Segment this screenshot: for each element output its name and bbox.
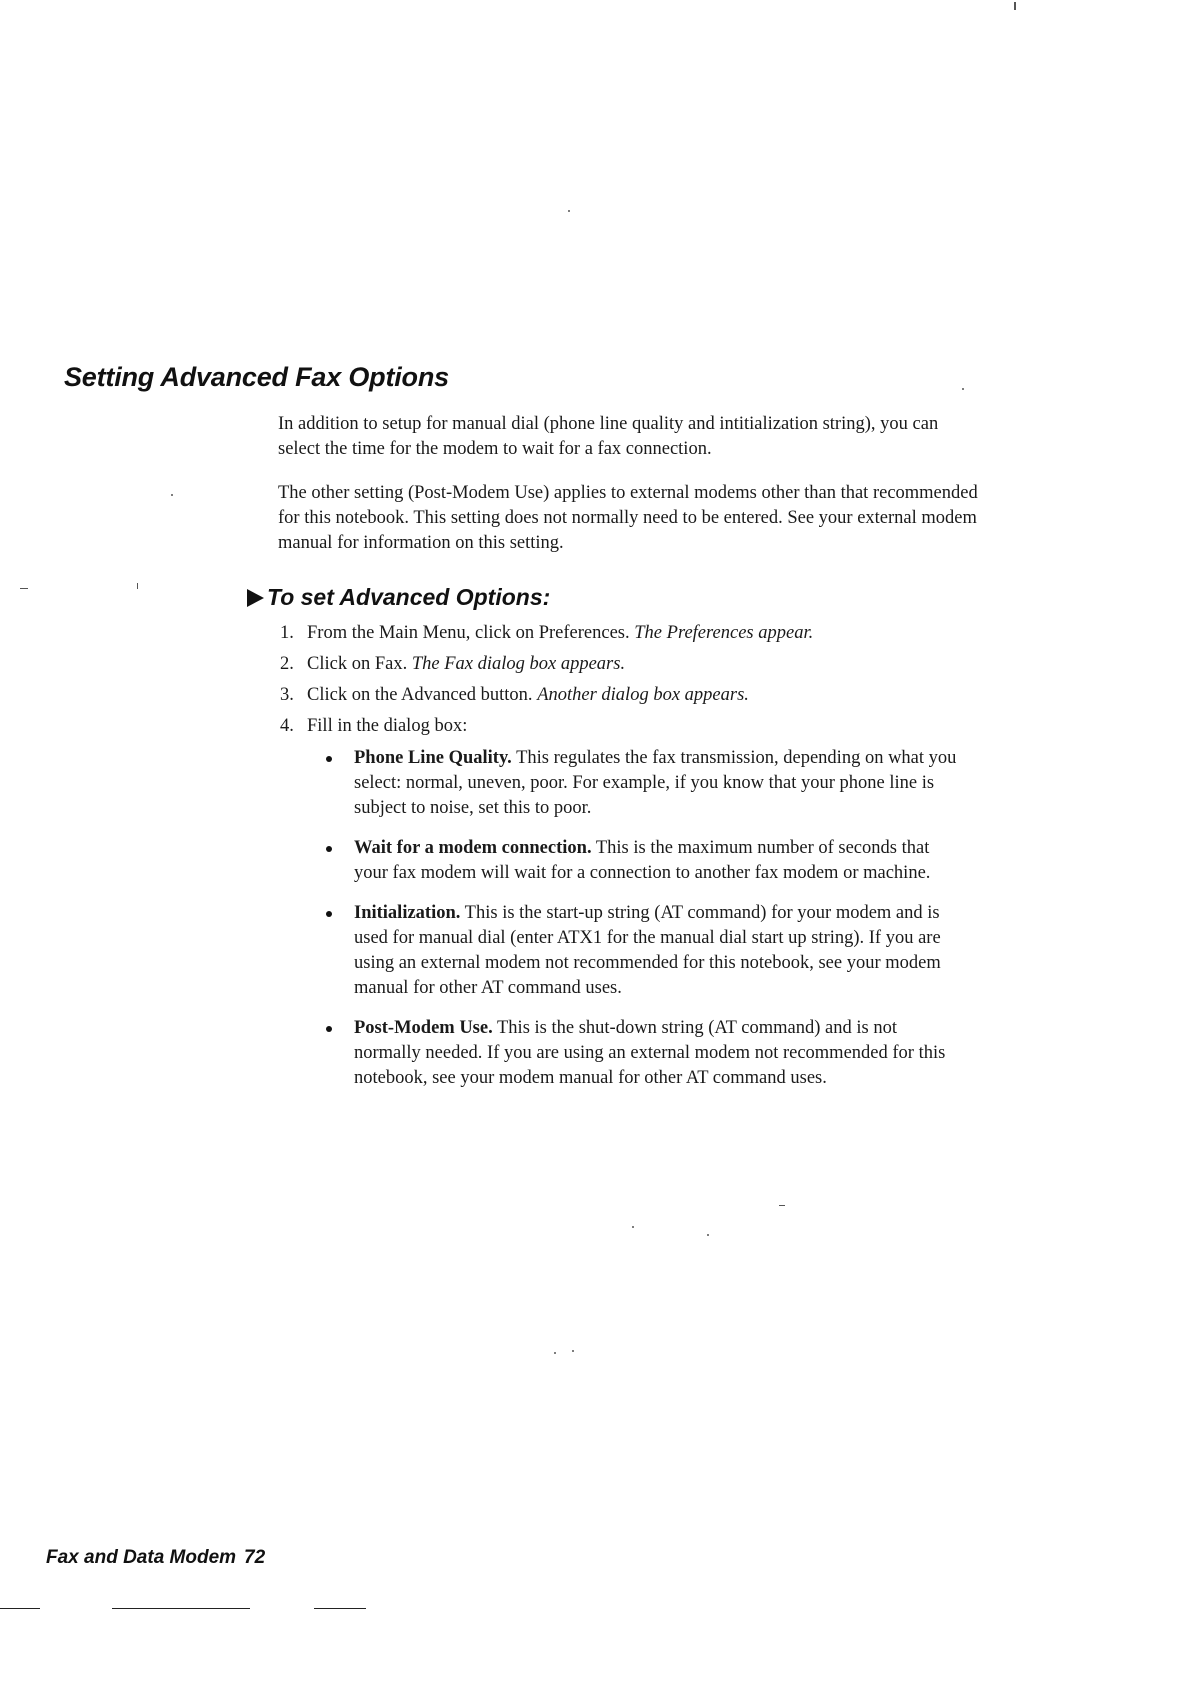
step-instruction: Click on the Advanced button. — [307, 685, 538, 705]
step-result: The Preferences appear. — [634, 623, 814, 643]
step-instruction: From the Main Menu, click on Preferences. — [307, 623, 635, 643]
scan-speck — [572, 1350, 574, 1352]
footer-rule-right — [314, 1608, 366, 1609]
scan-speck — [632, 1226, 634, 1228]
step-item — [280, 683, 980, 708]
options-list — [326, 746, 966, 1106]
option-term: Wait for a modem connection. — [354, 838, 592, 858]
option-item — [326, 1016, 966, 1091]
option-item — [326, 836, 966, 886]
option-description: This is the maximum number of seconds that your fax modem will wait for a connection to another fax modem or machine. — [354, 838, 931, 883]
step-item — [280, 652, 980, 677]
bullet-icon — [326, 756, 332, 762]
option-term: Post-Modem Use. — [354, 1018, 493, 1038]
scan-speck — [962, 388, 964, 390]
step-result: The Fax dialog box appears. — [411, 654, 626, 674]
step-result: Another dialog box appears. — [537, 685, 749, 705]
step-number: 3. — [280, 685, 294, 705]
step-number: 4. — [280, 716, 294, 736]
bullet-icon — [326, 846, 332, 852]
step-item — [280, 621, 980, 646]
scan-speck — [568, 210, 570, 212]
step-text — [307, 621, 813, 646]
bullet-icon — [326, 1026, 332, 1032]
option-description: This is the start-up string (AT command) for your modem and is used for manual dial (enter ATX1 for the manual dial start up string). If you are using an external modem not recommended for this notebook, see your modem manual for other AT command uses. — [354, 903, 941, 998]
scan-speck — [707, 1234, 709, 1236]
bullet-icon — [326, 911, 332, 917]
option-item — [326, 901, 966, 1001]
step-text — [307, 652, 625, 677]
footer-rule-middle — [112, 1608, 250, 1609]
scan-speck — [171, 494, 173, 496]
scan-speck — [137, 583, 138, 589]
option-description: This is the shut-down string (AT command) and is not normally needed. If you are using an external modem not recommended for this notebook, see your modem manual for other AT command uses. — [354, 1018, 946, 1088]
procedure-title-text: To set Advanced Options: — [267, 584, 551, 610]
intro-paragraph-2: The other setting (Post-Modem Use) applies to external modems other than that recommended for this notebook. This setting does not normally need to be entered. See your external modem manual for information on this setting. — [278, 483, 978, 553]
procedure-title — [247, 584, 550, 611]
scan-speck — [20, 588, 28, 589]
step-text — [307, 714, 467, 739]
section-title: Setting Advanced Fax Options — [64, 362, 449, 392]
option-description: This regulates the fax transmission, depending on what you select: normal, uneven, poor. For example, if you know that your phone line is subject to noise, set this to poor. — [354, 748, 957, 818]
page-footer — [46, 1547, 265, 1569]
step-number: 1. — [280, 623, 294, 643]
intro-paragraph-1: In addition to setup for manual dial (phone line quality and intitialization string), you can select the time for the modem to wait for a fax connection. — [278, 414, 939, 459]
step-item — [280, 714, 980, 739]
scan-speck — [779, 1205, 785, 1206]
footer-title: Fax and Data Modem — [46, 1547, 237, 1568]
option-term: Initialization. — [354, 903, 461, 923]
option-term: Phone Line Quality. — [354, 748, 512, 768]
steps-list — [280, 621, 980, 745]
step-number: 2. — [280, 654, 294, 674]
step-instruction: Click on Fax. — [307, 654, 412, 674]
step-instruction: Fill in the dialog box: — [307, 716, 468, 736]
option-item — [326, 746, 966, 821]
intro-text — [278, 412, 978, 575]
scan-speck — [554, 1352, 556, 1354]
arrow-icon — [247, 589, 264, 607]
footer-rule-left — [0, 1608, 40, 1609]
page-number: 72 — [244, 1547, 266, 1568]
scan-speck — [1014, 2, 1016, 10]
step-text — [307, 683, 749, 708]
